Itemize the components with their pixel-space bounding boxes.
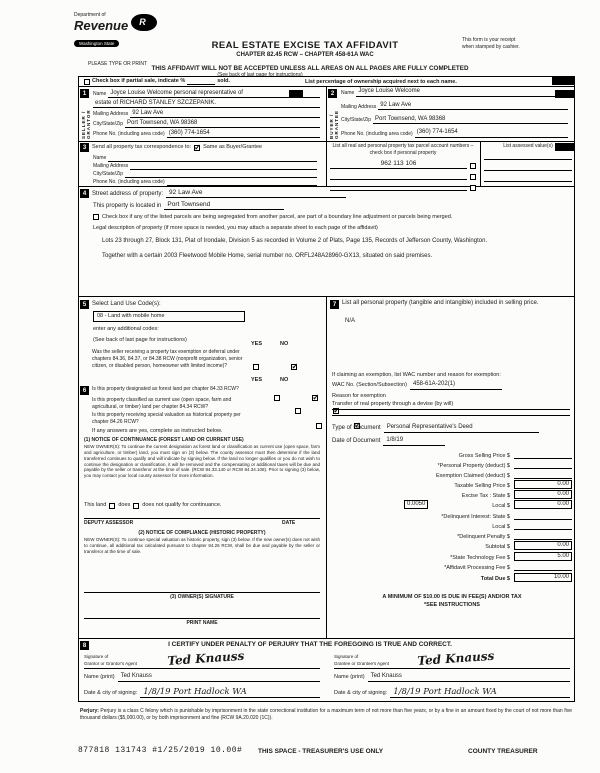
land-qualify-label: This land [84,502,107,508]
personal-property-deduct-input[interactable] [514,460,572,469]
parcel-numbers-header: List all real and personal property tax parcel account numbers – check box if personal property [332,143,474,156]
correspondence-address-input[interactable] [130,163,317,170]
see-back-instructions: (See back of last page for instructions) [93,337,187,344]
grantor-date-city-label: Date & city of signing: [84,690,138,697]
assessed-values-section [484,143,572,182]
chapter-line: CHAPTER 82.45 RCW – CHAPTER 458-61A WAC [236,52,374,58]
legal-description-text-2: Together with a certain 2003 Fleetwood Mobile Home, serial number no. ORFL248A28960-GX13, situated on said premises. [102,253,433,260]
no-header-2: NO [280,377,289,383]
exemption-reason-label: Reason for exemption [332,393,386,399]
buyer-city-label: City/State/Zip [341,117,372,124]
forest-yes-checkbox[interactable] [274,395,280,401]
buyer-address-input[interactable]: 92 Law Ave [378,102,568,111]
personal-property-input[interactable]: N/A [345,318,356,324]
section6-number: 6 [80,386,89,395]
seller-name-input[interactable]: Joyce Louise Welcome personal representative of [108,90,320,99]
perjury-body: Perjury is a class C felony which is punishable by imprisonment in the state correctional institution for a maximum term of not more than five years, or by a fine in an amount fixed by the court of not more than five thousand dollars ($5,000.00), or by both imprisonment and fine (RCW 9A.20.020 (1C)). [80,708,573,721]
seller-city-label: City/State/Zip [93,121,124,128]
segregated-note: Check box if any of the listed parcels are being segregated from another parcel, are part of a boundary line adjustment or parcels being merged. [102,214,453,221]
excise-local-value: 0.00 [514,500,572,509]
buyer-city-input[interactable]: Port Townsend, WA 98368 [373,116,568,125]
buyer-phone-input[interactable]: (360) 774-1654 [415,129,568,138]
cashier-receipt-stamp: 877818 131743 #1/25/2019 10.00# [78,746,243,755]
seller-side-label: SELLER / GRANTOR [81,109,91,139]
form-title: REAL ESTATE EXCISE TAX AFFIDAVIT [211,40,399,51]
yes-header-1: YES [251,341,263,347]
buyer-name-input[interactable]: Joyce Louise Welcome [356,88,568,97]
warning-line: THIS AFFIDAVIT WILL NOT BE ACCEPTED UNLESS ALL AREAS ON ALL PAGES ARE FULLY COMPLETED [151,65,469,72]
grantee-signature[interactable]: Ted Knauss [417,648,495,668]
dor-revenue-line: Revenue [74,17,129,33]
buyer-address-label: Mailing Address [341,103,377,110]
legal-description-text: Lots 23 through 27, Block 131, Plat of Irondale, Division 5 as recorded in Volume 2 of Plats, Page 135, Records of Jefferson County, Washington. [102,237,488,244]
does-qualify-checkbox[interactable] [109,503,115,509]
seller-name-label: Name [93,91,107,98]
assessed-values-header: List assessed value(s) [503,143,553,149]
grantor-name-print-input[interactable]: Ted Knauss [118,673,320,682]
taxable-selling-price-value: 0.00 [514,480,572,489]
parcel-numbers-section [330,143,476,191]
exemption-claimed-input[interactable] [514,470,572,479]
section3-number: 3 [80,143,89,152]
excise-local-label: Local $ [492,503,510,509]
exemption-intro: If claiming an exemption, list WAC number and reason for exemption: [332,372,501,378]
grantee-name-print-input[interactable]: Ted Knauss [368,673,570,682]
notice-continuance-body: NEW OWNER(S): To continue the current designation as forest land or classification as current use (open space, farm and agriculture, or timber) land, you must sign on (3) below. The county assessor must then determine if the land transferred continues to qualify and will indicate by signing below. If the land no longer qualifies or you do not wish to continue the designation or classification, it will be removed and the compensating or additional taxes will be due and payable by the seller or transferor at the time of sale. (RCW 84.33.140 or RCW 84.34.108). Prior to signing (3) below, you may contact your local county assessor for more information. [84,444,320,479]
delinquent-interest-local-label: Local $ [492,524,510,530]
deputy-assessor-label: DEPUTY ASSESSOR [84,520,134,526]
seller-city-input[interactable]: Port Townsend, WA 98368 [125,120,320,129]
buyer-phone-label: Phone No. (including area code) [341,131,413,138]
historic-yes-checkbox[interactable] [316,423,322,429]
dor-state-line: Washington State [74,40,119,47]
exemption-reason-line-2[interactable] [332,415,570,416]
print-name-label: PRINT NAME [186,620,218,626]
property-location-label: This property is located in [93,202,162,209]
current-use-question: Is this property classified as current use (open space, farm and agricultural, or timber) land per chapter 84.34 RCW? [92,397,232,410]
total-due-label: Total Due $ [480,576,510,582]
total-due-value: 10.00 [514,573,572,582]
notice-compliance-title: (2) NOTICE OF COMPLIANCE (HISTORIC PROPERTY) [138,530,266,536]
tax-exemption-question: Was the seller receiving a property tax exemption or deferral under chapters 84.36, 84.37, or 84.38 RCW (nonprofit organization, senior citizen, or disabled person, homeowner with limited income)? [92,349,243,369]
grantee-name-print-label: Name (print) [334,674,365,681]
property-section [80,189,572,261]
wac-label: WAC No. (Section/Subsection) [332,382,407,389]
receipt-note-line1: This form is your receipt [462,37,516,43]
certify-statement: I CERTIFY UNDER PENALTY OF PERJURY THAT THE FOREGOING IS TRUE AND CORRECT. [168,641,452,648]
grantee-sig-label-2: Grantee or Grantee's Agent [334,661,389,667]
section5-number: 5 [80,300,89,309]
wac-number-input[interactable]: 458-61A-202(1) [410,381,502,390]
divider-line [480,141,481,186]
personal-property-label: List all personal property (tangible and intangible) included in selling price. [342,300,539,306]
segregated-checkbox[interactable] [93,214,99,220]
correspondence-phone-label: Phone No. (including area code) [93,179,165,186]
delinquent-penalty-input[interactable] [514,531,572,540]
grantee-signature-block [334,648,570,698]
same-as-buyer-label: Same as Buyer/Grantee [203,143,263,150]
section8-number: 8 [80,641,89,650]
exemption-claimed-label: Exemption Claimed (deduct) $ [436,473,510,479]
deputy-date-label: DATE [282,520,296,526]
yes-header-2: YES [251,377,263,383]
partial-sale-label: Check box if partial sale, indicate % [92,78,186,84]
legal-description-label: Legal description of property (if more space is needed, you may attach a separate sheet to each page of the affidavit) [93,225,378,232]
correspondence-name-input[interactable] [108,155,317,162]
assessed-value-input-2[interactable] [484,160,572,171]
excise-state-value: 0.00 [514,490,572,499]
grantor-signature-block [84,648,320,698]
see-instructions-note: *SEE INSTRUCTIONS [424,602,480,608]
delinquent-interest-state-input[interactable] [514,511,572,520]
assessed-value-input-1[interactable] [484,150,572,160]
gross-selling-price-label: Gross Selling Price $ [458,453,510,459]
subtotal-value: 0.00 [514,541,572,550]
correspondence-name-label: Name [93,155,107,162]
delinquent-penalty-label: *Delinquent Penalty $ [457,534,510,540]
subtotal-label: Subtotal $ [485,544,510,550]
taxable-selling-price-label: Taxable Selling Price $ [454,483,510,489]
document-date-input[interactable]: 1/8/19 [383,437,445,446]
ownership-note: List percentage of ownership acquired next to each name. [305,79,457,85]
exemption-reason-input[interactable]: Transfer of real property through a devise (by will) [332,401,570,410]
land-qualify-row [84,502,221,509]
property-location-input[interactable]: Port Townsend [164,201,284,210]
partial-sale-checkbox[interactable] [84,79,90,85]
grantor-date-city-input[interactable]: 1/8/19 Port Hadlock WA [140,687,320,698]
county-treasurer-label: COUNTY TREASURER [468,748,538,755]
partial-sale-percent-input[interactable] [187,79,215,85]
deputy-signature-line[interactable] [84,518,320,519]
notice-compliance-body: NEW OWNER(S): To continue special valuation as historic property, sign (3) below. If the new owner(s) does not wish to continue, all additional tax calculated pursuant to chapter 84.26 RCW, shall be due and payable by the seller or transferor at the time of sale. [84,537,320,554]
parcel-personal-checkbox-1[interactable] [470,163,476,169]
please-type-label: PLEASE TYPE OR PRINT [88,61,148,67]
correspondence-phone-input[interactable] [167,179,317,186]
seller-section [80,88,324,140]
print-name-line[interactable] [84,618,320,619]
seller-name-input-line2[interactable]: estate of RICHARD STANLEY SZCZEPANIK. [93,100,320,109]
section4-number: 4 [80,189,89,198]
forest-no-checkbox[interactable] [312,395,318,401]
owners-signature-label: (3) OWNER(S) SIGNATURE [170,594,234,600]
grantee-sig-label-1: Signature of [334,654,359,660]
document-date-row [332,437,445,446]
seller-address-input[interactable]: 92 Law Ave [130,110,320,119]
grantee-date-city-label: Date & city of signing: [334,690,388,697]
partial-sale-suffix: sold. [217,78,231,84]
affidavit-processing-fee-label: *Affidavit Processing Fee $ [444,565,510,571]
additional-codes-label: enter any additional codes: [93,326,159,333]
personal-property-section [330,300,567,309]
perjury-lead: Perjury: [80,708,99,714]
street-address-label: Street address of property: [92,190,164,197]
seller-phone-label: Phone No. (including area code) [93,131,165,138]
if-yes-note: If any answers are yes, complete as instructed below. [92,428,223,434]
grantor-sig-label-2: Grantor or Grantor's Agent [84,661,137,667]
seller-section-number: 1 [80,89,89,98]
exemption-no-checkbox[interactable] [291,364,297,370]
dor-dept-line: Department of [74,12,106,18]
correspondence-city-label: City/State/Zip [93,171,124,178]
land-use-code-select[interactable]: 08 - Land with mobile home [93,311,245,322]
land-use-label: Select Land Use Code(s): [92,300,161,307]
current-use-yes-checkbox[interactable] [295,408,301,414]
treasurer-space-label: THIS SPACE - TREASURER'S USE ONLY [258,748,384,755]
no-header-1: NO [280,341,289,347]
affidavit-processing-fee-input[interactable] [514,562,572,571]
grantor-name-print-label: Name (print) [84,674,115,681]
grantee-date-city-input[interactable]: 1/8/19 Port Hadlock WA [390,687,570,698]
grantor-signature[interactable]: Ted Knauss [167,648,245,668]
personal-property-deduct-label: *Personal Property (deduct) $ [437,463,510,469]
state-technology-fee-value: 5.00 [514,552,572,561]
wac-row [332,381,502,390]
buyer-name-label: Name [341,89,355,96]
correspondence-city-input[interactable] [125,171,317,178]
divider-line [78,186,575,187]
does-label: does [118,502,131,508]
correspondence-address-label: Mailing Address [93,163,129,170]
parcel-number-input-2[interactable] [330,174,467,180]
delinquent-interest-local-input[interactable] [514,521,572,530]
document-type-input[interactable]: Personal Representative's Deed [384,424,539,433]
divider-line [78,638,575,639]
exemption-yes-checkbox[interactable] [253,364,259,370]
street-address-input[interactable]: 92 Law Ave [166,189,346,198]
perjury-notice [80,708,572,722]
parcel-number-input[interactable]: 962 113 106 [330,160,467,169]
land-use-section [80,300,322,344]
document-type-row [332,424,539,433]
tax-correspondence-section [80,143,324,186]
section7-number: 7 [330,300,339,309]
same-as-buyer-checkbox[interactable] [194,145,200,151]
grantor-sig-label-1: Signature of [84,654,109,660]
buyer-section-number: 2 [328,89,337,98]
gross-selling-price-input[interactable] [514,450,572,459]
parcel-personal-checkbox-2[interactable] [470,174,476,180]
black-mark [552,77,574,85]
local-rate-box: 0.0050 [404,500,428,509]
see-back-note: (See back of last page for instructions) [217,72,303,78]
document-type-label: Type of Document [332,425,381,431]
does-not-label: does not qualify for continuance. [142,502,222,508]
forest-land-question: Is this property designated as forest land per chapter 84.33 RCW? [92,386,239,392]
excise-state-label: Excise Tax : State $ [461,493,510,499]
minimum-fee-note: A MINIMUM OF $10.00 IS DUE IN FEE(S) AND/OR TAX [382,594,522,600]
seller-phone-input[interactable]: (360) 774-1654 [167,130,320,139]
state-technology-fee-label: *State Technology Fee $ [450,555,510,561]
delinquent-interest-state-label: *Delinquent Interest: State $ [441,514,510,520]
seller-address-label: Mailing Address [93,111,129,118]
document-date-label: Date of Document [332,438,381,444]
dor-swoosh-icon: R [131,14,157,31]
notice-continuance-title: (1) NOTICE OF CONTINUANCE (FOREST LAND OR CURRENT USE) [84,437,244,443]
does-not-qualify-checkbox[interactable] [133,503,139,509]
assessed-value-input-3[interactable] [484,171,572,182]
divider-line [326,296,327,638]
historic-question: Is this property receiving special valuation as historical property per chapter 84.26 RCW? [92,412,241,425]
buyer-section [328,88,572,140]
owners-signature-line[interactable] [84,592,320,593]
receipt-note-line2: when stamped by cashier. [462,43,520,50]
buyer-side-label: BUYER / GRANTEE [329,109,339,139]
divider-line [326,86,327,186]
send-correspondence-label: Send all property tax correspondence to: [92,143,192,150]
